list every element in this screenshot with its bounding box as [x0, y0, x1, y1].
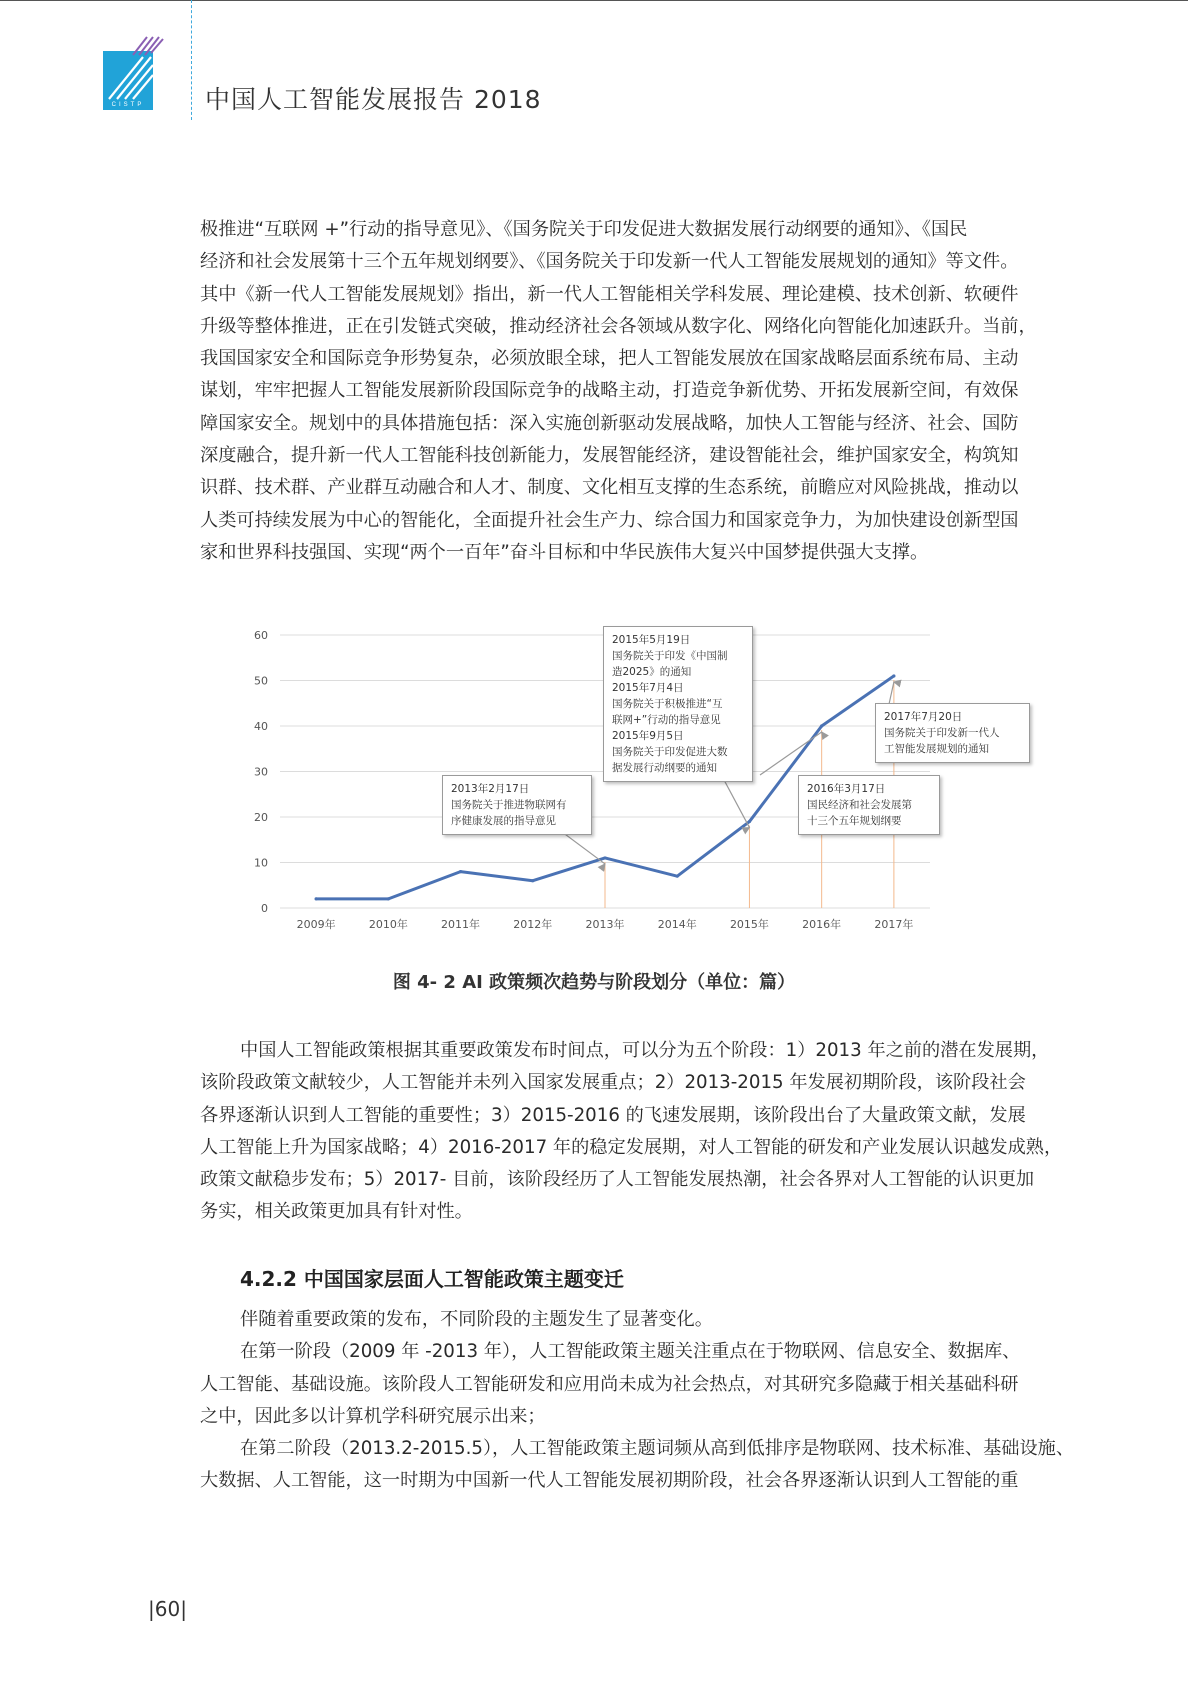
- text-line: 人工智能、基础设施。该阶段人工智能研发和应用尚未成为社会热点，对其研究多隐藏于相关基础科研: [200, 1373, 1019, 1395]
- annotation-line: 造2025》的通知: [612, 666, 692, 678]
- text-line: 极推进“互联网 +”行动的指导意见》、《国务院关于印发促进大数据发展行动纲要的通知》、《国民: [200, 219, 968, 240]
- x-tick-label: 2016年: [802, 918, 842, 931]
- data-point: [820, 724, 823, 727]
- annotation-line: 国务院关于印发新一代人: [884, 727, 1000, 739]
- text-line: 该阶段政策文献较少，人工智能并未列入国家发展重点；2）2013-2015 年发展初期阶段，该阶段社会: [200, 1072, 1026, 1094]
- page-number-value: 60: [154, 1597, 181, 1621]
- annotation-line: 2017年7月20日: [884, 711, 963, 723]
- text-line: 我国国家安全和国际竞争形势复杂，必须放眼全球，把人工智能发展放在国家战略层面系统布局、主动: [200, 348, 1019, 370]
- annotation-2013: [442, 775, 592, 835]
- text-line: 谋划，牢牢把握人工智能发展新阶段国际竞争的战略主动，打造竞争新优势、开拓发展新空间，有效保: [200, 380, 1019, 402]
- annotation-line: 工智能发展规划的通知: [884, 743, 989, 755]
- x-tick-label: 2009年: [296, 918, 336, 931]
- annotation-line: 2015年9月5日: [612, 730, 684, 742]
- data-point: [387, 897, 390, 900]
- text-line: 大数据、人工智能，这一时期为中国新一代人工智能发展初期阶段，社会各界逐渐认识到人工智能的重: [200, 1470, 1019, 1492]
- text-line: 在第一阶段（2009 年 -2013 年），人工智能政策主题关注重点在于物联网、信息安全、数据库、: [240, 1341, 1021, 1363]
- annotation-2016: [798, 775, 940, 835]
- text-line: 在第二阶段（2013.2-2015.5），人工智能政策主题词频从高到低排序是物联网、技术标准、基础设施、: [240, 1438, 1075, 1460]
- text-line: 人工智能上升为国家战略；4）2016-2017 年的稳定发展期，对人工智能的研发和产业发展认识越发成熟，: [200, 1136, 1063, 1158]
- logo-label: CISTP: [103, 101, 153, 110]
- y-tick-label: 10: [254, 856, 268, 870]
- data-point: [531, 879, 534, 882]
- annotation-line: 国务院关于印发《中国制: [612, 650, 728, 662]
- section-heading: 4.2.2 中国国家层面人工智能政策主题变迁: [240, 1267, 624, 1291]
- x-tick-label: 2015年: [729, 918, 769, 931]
- text-line: 深度融合，提升新一代人工智能科技创新能力，发展智能经济，建设智能社会，维护国家安全，构筑知: [200, 445, 1019, 467]
- y-tick-label: 60: [254, 629, 268, 642]
- y-tick-label: 40: [254, 720, 268, 733]
- y-tick-label: 20: [254, 811, 268, 824]
- cistp-logo: [103, 35, 165, 109]
- annotation-line: 据发展行动纲要的通知: [612, 762, 717, 774]
- annotation-line: 2015年5月19日: [612, 634, 691, 646]
- annotation-line: 2016年3月17日: [807, 783, 886, 795]
- annotation-line: 国务院关于印发促进大数: [612, 746, 728, 758]
- annotation-2015: [603, 626, 753, 782]
- annotation-line: 国务院关于推进物联网有: [451, 799, 567, 811]
- text-line: 政策文献稳步发布；5）2017- 目前，该阶段经历了人工智能发展热潮，社会各界对人工智能的认识更加: [200, 1169, 1035, 1191]
- text-line: 人类可持续发展为中心的智能化，全面提升社会生产力、综合国力和国家竞争力，为加快建设创新型国: [200, 509, 1019, 531]
- text-line: 障国家安全。规划中的具体措施包括：深入实施创新驱动发展战略，加快人工智能与经济、社会、国防: [200, 412, 1019, 434]
- annotation-line: 序健康发展的指导意见: [451, 815, 556, 827]
- text-line: 升级等整体推进，正在引发链式突破，推动经济社会各领域从数字化、网络化向智能化加速跃升。当前，: [200, 315, 1037, 337]
- annotation-line: 十三个五年规划纲要: [807, 815, 902, 827]
- page-number-bar-left: |: [148, 1597, 155, 1621]
- annotation-line: 2013年2月17日: [451, 783, 530, 795]
- annotation-line: 国民经济和社会发展第: [807, 799, 912, 811]
- y-tick-label: 50: [254, 674, 268, 688]
- header-dashed-divider: [191, 0, 192, 120]
- annotation-line: 2015年7月4日: [612, 682, 684, 694]
- text-line: 伴随着重要政策的发布，不同阶段的主题发生了显著变化。: [240, 1309, 713, 1330]
- text-line: 识群、技术群、产业群互动融合和人才、制度、文化相互支撑的生态系统，前瞻应对风险挑战，推动以: [200, 477, 1019, 499]
- logo-stripes-icon: [103, 35, 165, 105]
- data-point: [676, 875, 679, 878]
- body-paragraph-2: [200, 1035, 1072, 1229]
- top-rule: [0, 0, 1188, 1]
- x-tick-label: 2013年: [585, 918, 625, 931]
- policy-frequency-chart: [240, 620, 1000, 940]
- annotation-2017: [875, 703, 1030, 763]
- annotation-line: 国务院关于积极推进“互: [612, 698, 723, 710]
- body-paragraph-1: [200, 214, 1072, 569]
- text-line: 务实，相关政策更加具有针对性。: [200, 1201, 473, 1223]
- annotation-line: 联网+”行动的指导意见: [612, 714, 721, 726]
- text-line: 经济和社会发展第十三个五年规划纲要》、《国务院关于印发新一代人工智能发展规划的通知》等文件。: [200, 251, 1019, 273]
- y-tick-label: 30: [254, 765, 268, 779]
- x-tick-label: 2012年: [513, 918, 553, 931]
- figure-caption: 图 4- 2 AI 政策频次趋势与阶段划分（单位：篇）: [392, 972, 796, 993]
- data-point: [459, 870, 462, 873]
- x-tick-label: 2014年: [657, 918, 697, 931]
- x-tick-label: 2017年: [874, 918, 914, 931]
- report-title: 中国人工智能发展报告 2018: [205, 85, 542, 114]
- page-number: [148, 1597, 187, 1621]
- y-tick-label: 0: [261, 902, 268, 915]
- x-tick-label: 2010年: [368, 918, 408, 931]
- data-point: [892, 674, 895, 677]
- data-point: [603, 856, 606, 859]
- data-point: [315, 897, 318, 900]
- data-point: [748, 820, 751, 823]
- body-paragraph-3: [200, 1304, 1075, 1498]
- text-line: 中国人工智能政策根据其重要政策发布时间点，可以分为五个阶段：1）2013 年之前的潜在发展期，: [240, 1040, 1050, 1061]
- text-line: 其中《新一代人工智能发展规划》指出，新一代人工智能相关学科发展、理论建模、技术创新、软硬件: [200, 283, 1019, 305]
- page-number-bar-right: |: [180, 1597, 187, 1621]
- text-line: 之中，因此多以计算机学科研究展示出来；: [200, 1405, 546, 1427]
- text-line: 各界逐渐认识到人工智能的重要性；3）2015-2016 的飞速发展期，该阶段出台了大量政策文献，发展: [200, 1104, 1026, 1126]
- text-line: 家和世界科技强国、实现“两个一百年”奋斗目标和中华民族伟大复兴中国梦提供强大支撑。: [200, 541, 929, 563]
- x-tick-label: 2011年: [441, 918, 481, 931]
